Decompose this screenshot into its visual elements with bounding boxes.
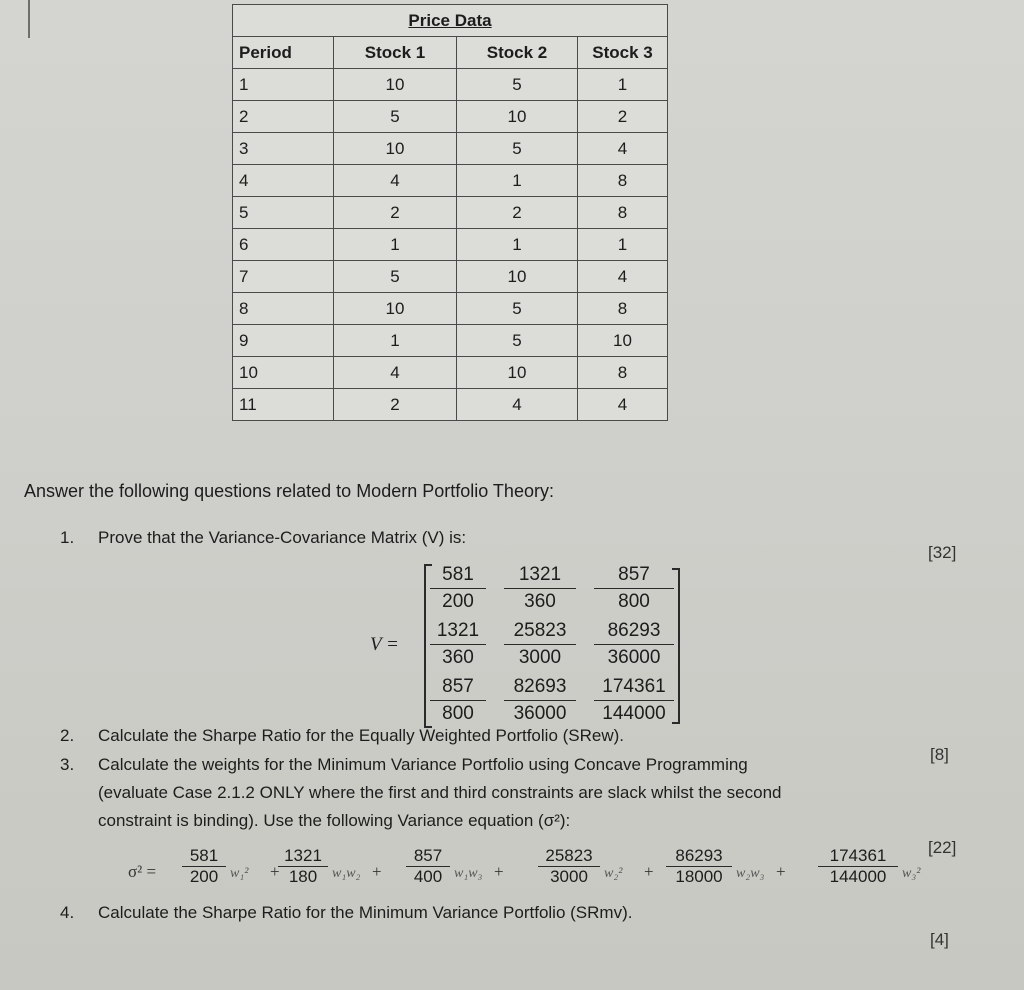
plus-sign: + <box>776 862 786 881</box>
numerator: 581 <box>182 846 226 867</box>
denominator: 200 <box>189 867 219 886</box>
period-cell: 6 <box>233 229 334 261</box>
matrix-cell <box>504 674 576 727</box>
denominator: 3000 <box>518 647 562 668</box>
numerator: 1321 <box>278 846 328 867</box>
stock-2-cell: 5 <box>457 293 578 325</box>
equation-term-fraction <box>406 846 450 887</box>
equation-lhs: σ² = <box>128 862 157 881</box>
table-row <box>233 293 668 325</box>
period-cell: 9 <box>233 325 334 357</box>
period-cell: 1 <box>233 69 334 101</box>
plus-sign: + <box>644 862 654 881</box>
stock-2-cell: 1 <box>457 165 578 197</box>
matrix-cell <box>430 562 486 615</box>
denominator: 360 <box>524 591 556 612</box>
question-4 <box>60 900 820 926</box>
stock-3-cell: 4 <box>578 389 668 421</box>
question-text-line-1: Calculate the weights for the Minimum Variance Portfolio using Concave Programming <box>98 755 748 774</box>
stock-1-cell: 10 <box>334 69 457 101</box>
equation-term-fraction <box>818 846 898 887</box>
denominator: 36000 <box>607 647 661 668</box>
stock-3-cell: 8 <box>578 357 668 389</box>
header-stock-1: Stock 1 <box>334 37 457 69</box>
numerator: 25823 <box>504 618 576 645</box>
weight-term: w₃² <box>902 866 921 881</box>
stock-3-cell: 2 <box>578 101 668 133</box>
numerator: 857 <box>406 846 450 867</box>
stock-1-cell: 4 <box>334 357 457 389</box>
matrix-label: V = <box>370 634 399 655</box>
question-text: Prove that the Variance-Covariance Matrix (V) is: <box>98 528 467 547</box>
stock-1-cell: 2 <box>334 389 457 421</box>
variance-covariance-matrix <box>370 560 690 728</box>
numerator: 86293 <box>594 618 674 645</box>
period-cell: 11 <box>233 389 334 421</box>
weight-term: w₁² <box>230 866 249 881</box>
stock-2-cell: 2 <box>457 197 578 229</box>
stock-1-cell: 10 <box>334 293 457 325</box>
stock-1-cell: 1 <box>334 229 457 261</box>
period-cell: 7 <box>233 261 334 293</box>
denominator: 800 <box>442 703 474 724</box>
plus-sign: + <box>270 862 280 881</box>
numerator: 857 <box>430 674 486 701</box>
numerator: 581 <box>430 562 486 589</box>
question-number: 2. <box>60 726 75 745</box>
matrix-cell <box>594 674 674 727</box>
table-row <box>233 197 668 229</box>
stock-2-cell: 5 <box>457 69 578 101</box>
plus-sign: + <box>494 862 504 881</box>
numerator: 25823 <box>538 846 600 867</box>
numerator: 1321 <box>504 562 576 589</box>
weight-term: w₂² <box>604 866 623 881</box>
table-row <box>233 261 668 293</box>
table-row <box>233 357 668 389</box>
stock-3-cell: 4 <box>578 261 668 293</box>
stock-3-cell: 10 <box>578 325 668 357</box>
equation-term-fraction <box>278 846 328 887</box>
marks-q4: [4] <box>930 930 949 949</box>
stock-1-cell: 4 <box>334 165 457 197</box>
question-2 <box>60 723 820 749</box>
stock-3-cell: 8 <box>578 165 668 197</box>
price-data-table <box>232 4 668 421</box>
marks-q1: [32] <box>928 543 957 562</box>
question-number: 4. <box>60 903 75 922</box>
denominator: 36000 <box>513 703 567 724</box>
equation-term-fraction <box>666 846 732 887</box>
table-row <box>233 101 668 133</box>
equation-term-fraction <box>182 846 226 887</box>
matrix-cell <box>504 562 576 615</box>
stock-2-cell: 4 <box>457 389 578 421</box>
period-cell: 2 <box>233 101 334 133</box>
question-text: Calculate the Sharpe Ratio for the Minimum Variance Portfolio (SRmv). <box>98 903 633 922</box>
stock-1-cell: 2 <box>334 197 457 229</box>
period-cell: 8 <box>233 293 334 325</box>
plus-sign: + <box>372 862 382 881</box>
numerator: 174361 <box>594 674 674 701</box>
variance-equation <box>128 844 928 904</box>
stock-1-cell: 5 <box>334 101 457 133</box>
denominator: 200 <box>442 591 474 612</box>
header-period: Period <box>233 37 334 69</box>
table-row <box>233 325 668 357</box>
marks-q3: [22] <box>928 838 957 857</box>
stock-3-cell: 8 <box>578 293 668 325</box>
denominator: 18000 <box>675 867 723 886</box>
weight-term: w₁w₃ <box>454 866 483 881</box>
stock-2-cell: 5 <box>457 325 578 357</box>
question-number: 3. <box>60 755 75 774</box>
stock-3-cell: 1 <box>578 69 668 101</box>
question-1 <box>60 525 760 551</box>
stock-2-cell: 5 <box>457 133 578 165</box>
numerator: 86293 <box>666 846 732 867</box>
stock-3-cell: 8 <box>578 197 668 229</box>
stock-2-cell: 10 <box>457 261 578 293</box>
period-cell: 4 <box>233 165 334 197</box>
stock-1-cell: 5 <box>334 261 457 293</box>
period-cell: 5 <box>233 197 334 229</box>
table-row <box>233 133 668 165</box>
period-cell: 3 <box>233 133 334 165</box>
stock-3-cell: 1 <box>578 229 668 261</box>
denominator: 800 <box>618 591 650 612</box>
table-row <box>233 229 668 261</box>
question-3 <box>60 752 960 832</box>
numerator: 1321 <box>430 618 486 645</box>
period-cell: 10 <box>233 357 334 389</box>
intro-text: Answer the following questions related to Modern Portfolio Theory: <box>24 481 554 501</box>
numerator: 857 <box>594 562 674 589</box>
stock-3-cell: 4 <box>578 133 668 165</box>
denominator: 400 <box>413 867 443 886</box>
denominator: 180 <box>288 867 318 886</box>
denominator: 144000 <box>829 867 887 886</box>
question-text-line-3: constraint is binding). Use the following Variance equation (σ²): <box>98 811 571 830</box>
denominator: 3000 <box>550 867 588 886</box>
header-stock-3: Stock 3 <box>578 37 668 69</box>
numerator: 82693 <box>504 674 576 701</box>
matrix-cell <box>594 618 674 671</box>
question-number: 1. <box>60 528 75 547</box>
table-row <box>233 69 668 101</box>
marks-q2: [8] <box>930 745 949 764</box>
matrix-cell <box>504 618 576 671</box>
weight-term: w₂w₃ <box>736 866 765 881</box>
weight-term: w₁w₂ <box>332 866 361 881</box>
stock-1-cell: 10 <box>334 133 457 165</box>
equation-term-fraction <box>538 846 600 887</box>
question-text-line-2: (evaluate Case 2.1.2 ONLY where the first and third constraints are slack whilst the second <box>98 783 782 802</box>
table-row <box>233 389 668 421</box>
question-text: Calculate the Sharpe Ratio for the Equally Weighted Portfolio (SRew). <box>98 726 625 745</box>
matrix-cell <box>430 618 486 671</box>
page-edge-line <box>28 0 30 38</box>
stock-2-cell: 10 <box>457 357 578 389</box>
header-stock-2: Stock 2 <box>457 37 578 69</box>
matrix-cell <box>594 562 674 615</box>
table-title: Price Data <box>233 5 668 37</box>
denominator: 360 <box>442 647 474 668</box>
matrix-cell <box>430 674 486 727</box>
numerator: 174361 <box>818 846 898 867</box>
table-row <box>233 165 668 197</box>
stock-1-cell: 1 <box>334 325 457 357</box>
denominator: 144000 <box>602 703 666 724</box>
stock-2-cell: 10 <box>457 101 578 133</box>
stock-2-cell: 1 <box>457 229 578 261</box>
